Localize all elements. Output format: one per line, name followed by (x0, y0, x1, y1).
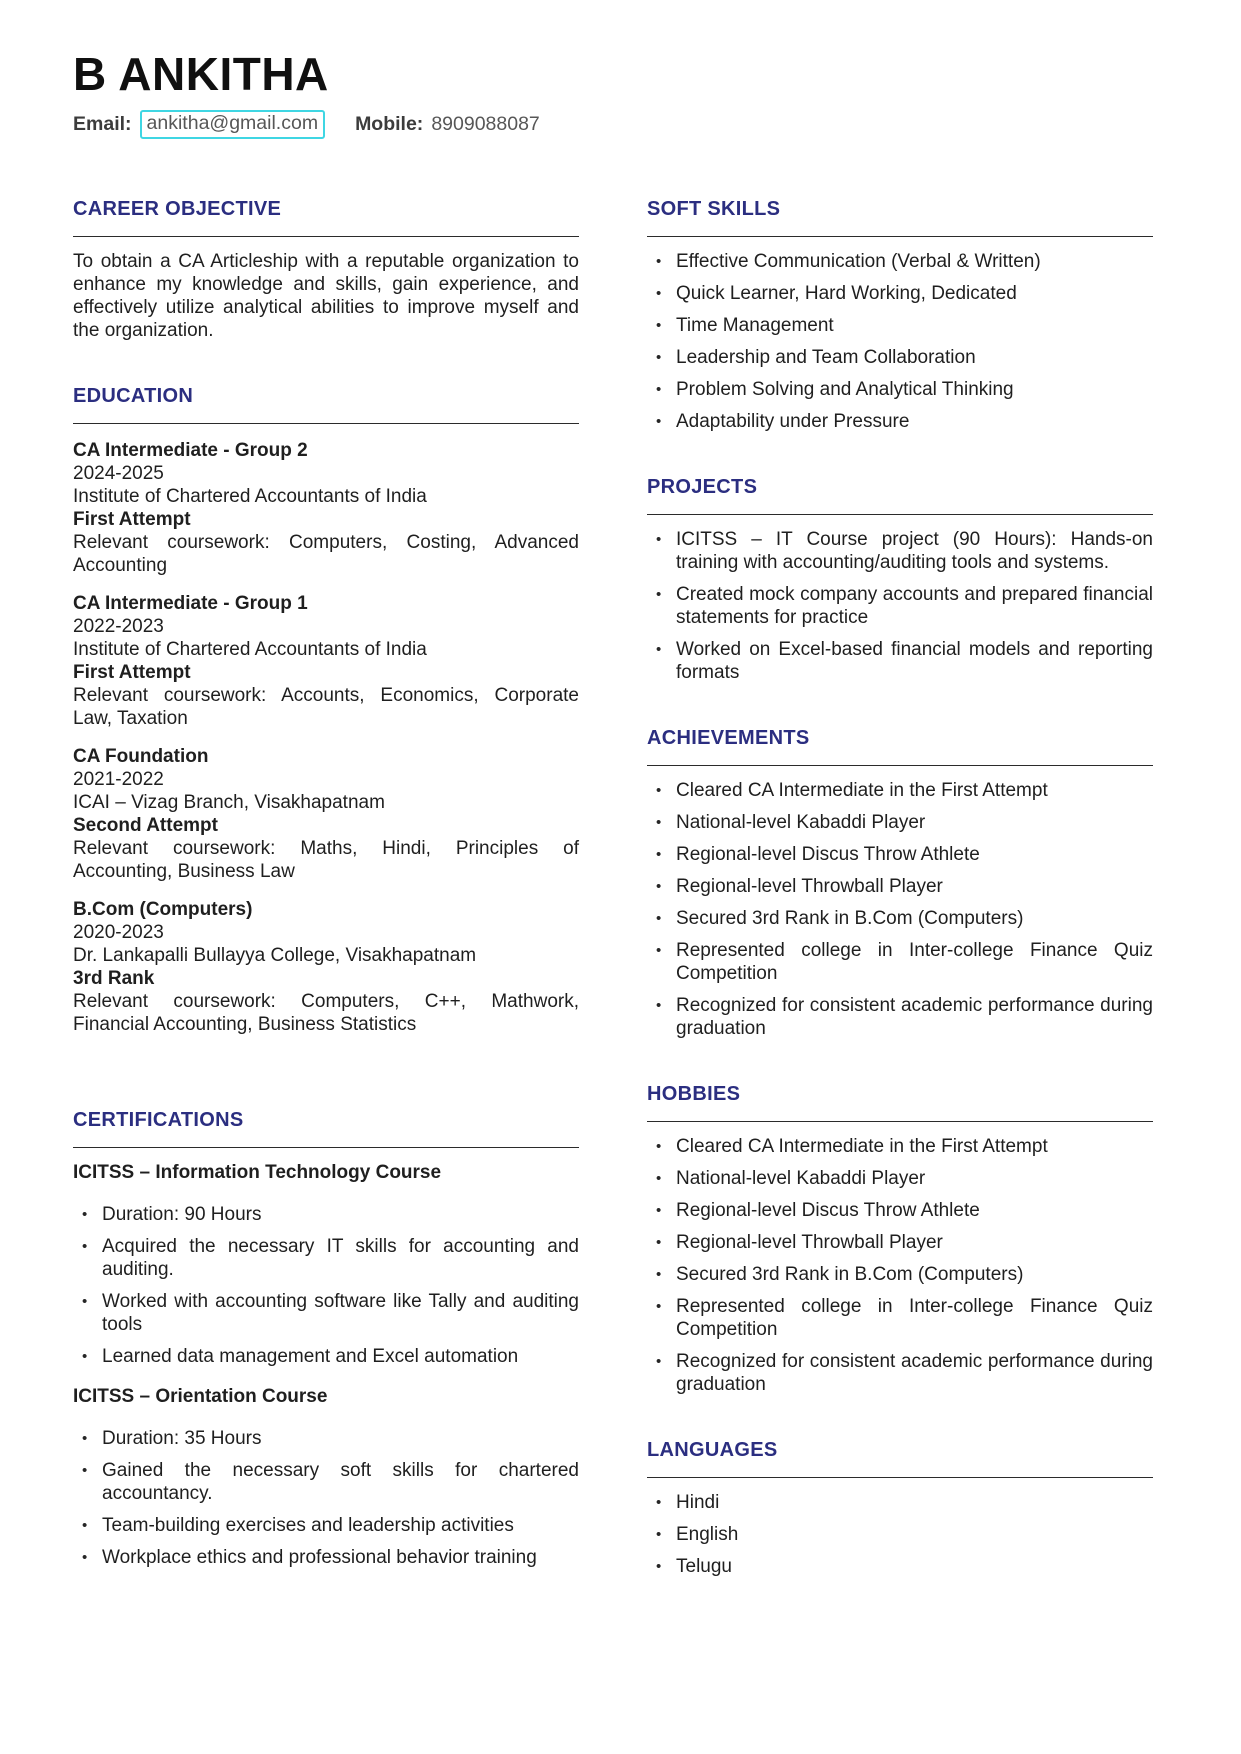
list-item: • Cleared CA Intermediate in the First Attempt (647, 779, 1153, 802)
soft-skills-heading: SOFT SKILLS (647, 197, 1153, 237)
list-item: • Worked on Excel-based financial models and reporting formats (647, 638, 1153, 684)
list-item: • Gained the necessary soft skills for chartered accountancy. (73, 1459, 579, 1505)
resume-header (73, 48, 1153, 139)
section-projects (647, 475, 1153, 684)
list-item: • Telugu (647, 1555, 1153, 1578)
education-entry-title: CA Foundation (73, 746, 209, 767)
education-entry-coursework: Relevant coursework: Accounts, Economics, Corporate Law, Taxation (73, 685, 579, 729)
list-item: • Secured 3rd Rank in B.Com (Computers) (647, 1263, 1153, 1286)
education-entry (73, 745, 579, 883)
list-item: • Time Management (647, 314, 1153, 337)
education-entry-years: 2022-2023 (73, 616, 164, 637)
list-item: • Regional-level Throwball Player (647, 875, 1153, 898)
list-item: • Regional-level Throwball Player (647, 1231, 1153, 1254)
list-item: • Recognized for consistent academic performance during graduation (647, 1350, 1153, 1396)
education-entries (73, 439, 579, 1036)
section-certifications (73, 1108, 579, 1569)
education-entry-title: B.Com (Computers) (73, 899, 253, 920)
education-entry-years: 2021-2022 (73, 769, 164, 790)
section-achievements (647, 726, 1153, 1040)
list-item: • National-level Kabaddi Player (647, 1167, 1153, 1190)
education-entry-institution: Dr. Lankapalli Bullayya College, Visakhapatnam (73, 945, 477, 966)
list-item: • Represented college in Inter-college Finance Quiz Competition (647, 939, 1153, 985)
list-item: • Worked with accounting software like Tally and auditing tools (73, 1290, 579, 1336)
education-entry-title: CA Intermediate - Group 2 (73, 440, 308, 461)
list-item: • Acquired the necessary IT skills for accounting and auditing. (73, 1235, 579, 1281)
projects-heading: PROJECTS (647, 475, 1153, 515)
list-item: • Regional-level Discus Throw Athlete (647, 843, 1153, 866)
languages-list (647, 1491, 1153, 1578)
list-item: • National-level Kabaddi Player (647, 811, 1153, 834)
two-column-layout (73, 197, 1153, 1578)
list-item: • Cleared CA Intermediate in the First Attempt (647, 1135, 1153, 1158)
education-entry-institution: Institute of Chartered Accountants of India (73, 486, 427, 507)
education-entry-attempt: First Attempt (73, 662, 191, 683)
list-item: • Learned data management and Excel automation (73, 1345, 579, 1368)
list-item: • Duration: 90 Hours (73, 1203, 579, 1226)
certification-course-bullets (73, 1203, 579, 1368)
education-entry-years: 2024-2025 (73, 463, 164, 484)
section-education (73, 384, 579, 1036)
education-entry-attempt: Second Attempt (73, 815, 218, 836)
section-languages (647, 1438, 1153, 1578)
candidate-name: B ANKITHA (73, 48, 329, 100)
hobbies-heading: HOBBIES (647, 1082, 1153, 1122)
education-entry-coursework: Relevant coursework: Maths, Hindi, Principles of Accounting, Business Law (73, 838, 579, 882)
mobile-label: Mobile: (355, 113, 424, 135)
career-objective-heading: CAREER OBJECTIVE (73, 197, 579, 237)
list-item: • Created mock company accounts and prepared financial statements for practice (647, 583, 1153, 629)
list-item: • Quick Learner, Hard Working, Dedicated (647, 282, 1153, 305)
list-item: • Effective Communication (Verbal & Written) (647, 250, 1153, 273)
mobile-number: 8909088087 (431, 113, 540, 135)
education-entry-coursework: Relevant coursework: Computers, Costing, Advanced Accounting (73, 532, 579, 576)
list-item: • Secured 3rd Rank in B.Com (Computers) (647, 907, 1153, 930)
list-item: • Represented college in Inter-college Finance Quiz Competition (647, 1295, 1153, 1341)
section-career-objective (73, 197, 579, 342)
education-entry-attempt: First Attempt (73, 509, 191, 530)
list-item: • Leadership and Team Collaboration (647, 346, 1153, 369)
list-item: • Duration: 35 Hours (73, 1427, 579, 1450)
education-entry-attempt: 3rd Rank (73, 968, 155, 989)
right-column (647, 197, 1153, 1578)
education-entry (73, 592, 579, 730)
languages-heading: LANGUAGES (647, 1438, 1153, 1478)
left-column (73, 197, 579, 1578)
list-item: • Regional-level Discus Throw Athlete (647, 1199, 1153, 1222)
list-item: • English (647, 1523, 1153, 1546)
education-heading: EDUCATION (73, 384, 579, 424)
list-item: • Hindi (647, 1491, 1153, 1514)
soft-skills-list (647, 250, 1153, 433)
education-entry-coursework: Relevant coursework: Computers, C++, Mathwork, Financial Accounting, Business Statistics (73, 991, 579, 1035)
list-item: • Problem Solving and Analytical Thinking (647, 378, 1153, 401)
achievements-heading: ACHIEVEMENTS (647, 726, 1153, 766)
achievements-list (647, 779, 1153, 1040)
list-item: • ICITSS – IT Course project (90 Hours): Hands-on training with accounting/auditing tools and systems. (647, 528, 1153, 574)
certification-course-title: ICITSS – Orientation Course (73, 1386, 328, 1407)
projects-list (647, 528, 1153, 684)
certification-course-bullets (73, 1427, 579, 1569)
list-item: • Team-building exercises and leadership activities (73, 1514, 579, 1537)
education-entry-institution: Institute of Chartered Accountants of India (73, 639, 427, 660)
contact-row (73, 110, 1153, 139)
list-item: • Recognized for consistent academic performance during graduation (647, 994, 1153, 1040)
education-entry-title: CA Intermediate - Group 1 (73, 593, 308, 614)
education-entry (73, 439, 579, 577)
education-entry (73, 898, 579, 1036)
list-item: • Adaptability under Pressure (647, 410, 1153, 433)
certifications-heading: CERTIFICATIONS (73, 1108, 579, 1148)
hobbies-list (647, 1135, 1153, 1396)
certification-course-title: ICITSS – Information Technology Course (73, 1162, 442, 1183)
list-item: • Workplace ethics and professional behavior training (73, 1546, 579, 1569)
email-label: Email: (73, 113, 132, 135)
section-hobbies (647, 1082, 1153, 1396)
education-entry-institution: ICAI – Vizag Branch, Visakhapatnam (73, 792, 385, 813)
career-objective-text: To obtain a CA Articleship with a reputable organization to enhance my knowledge and skills, gain experience, and effectively utilize analytical abilities to improve myself and the organization. (73, 251, 579, 341)
section-soft-skills (647, 197, 1153, 433)
education-entry-years: 2020-2023 (73, 922, 164, 943)
email-link[interactable]: ankitha@gmail.com (140, 110, 326, 139)
